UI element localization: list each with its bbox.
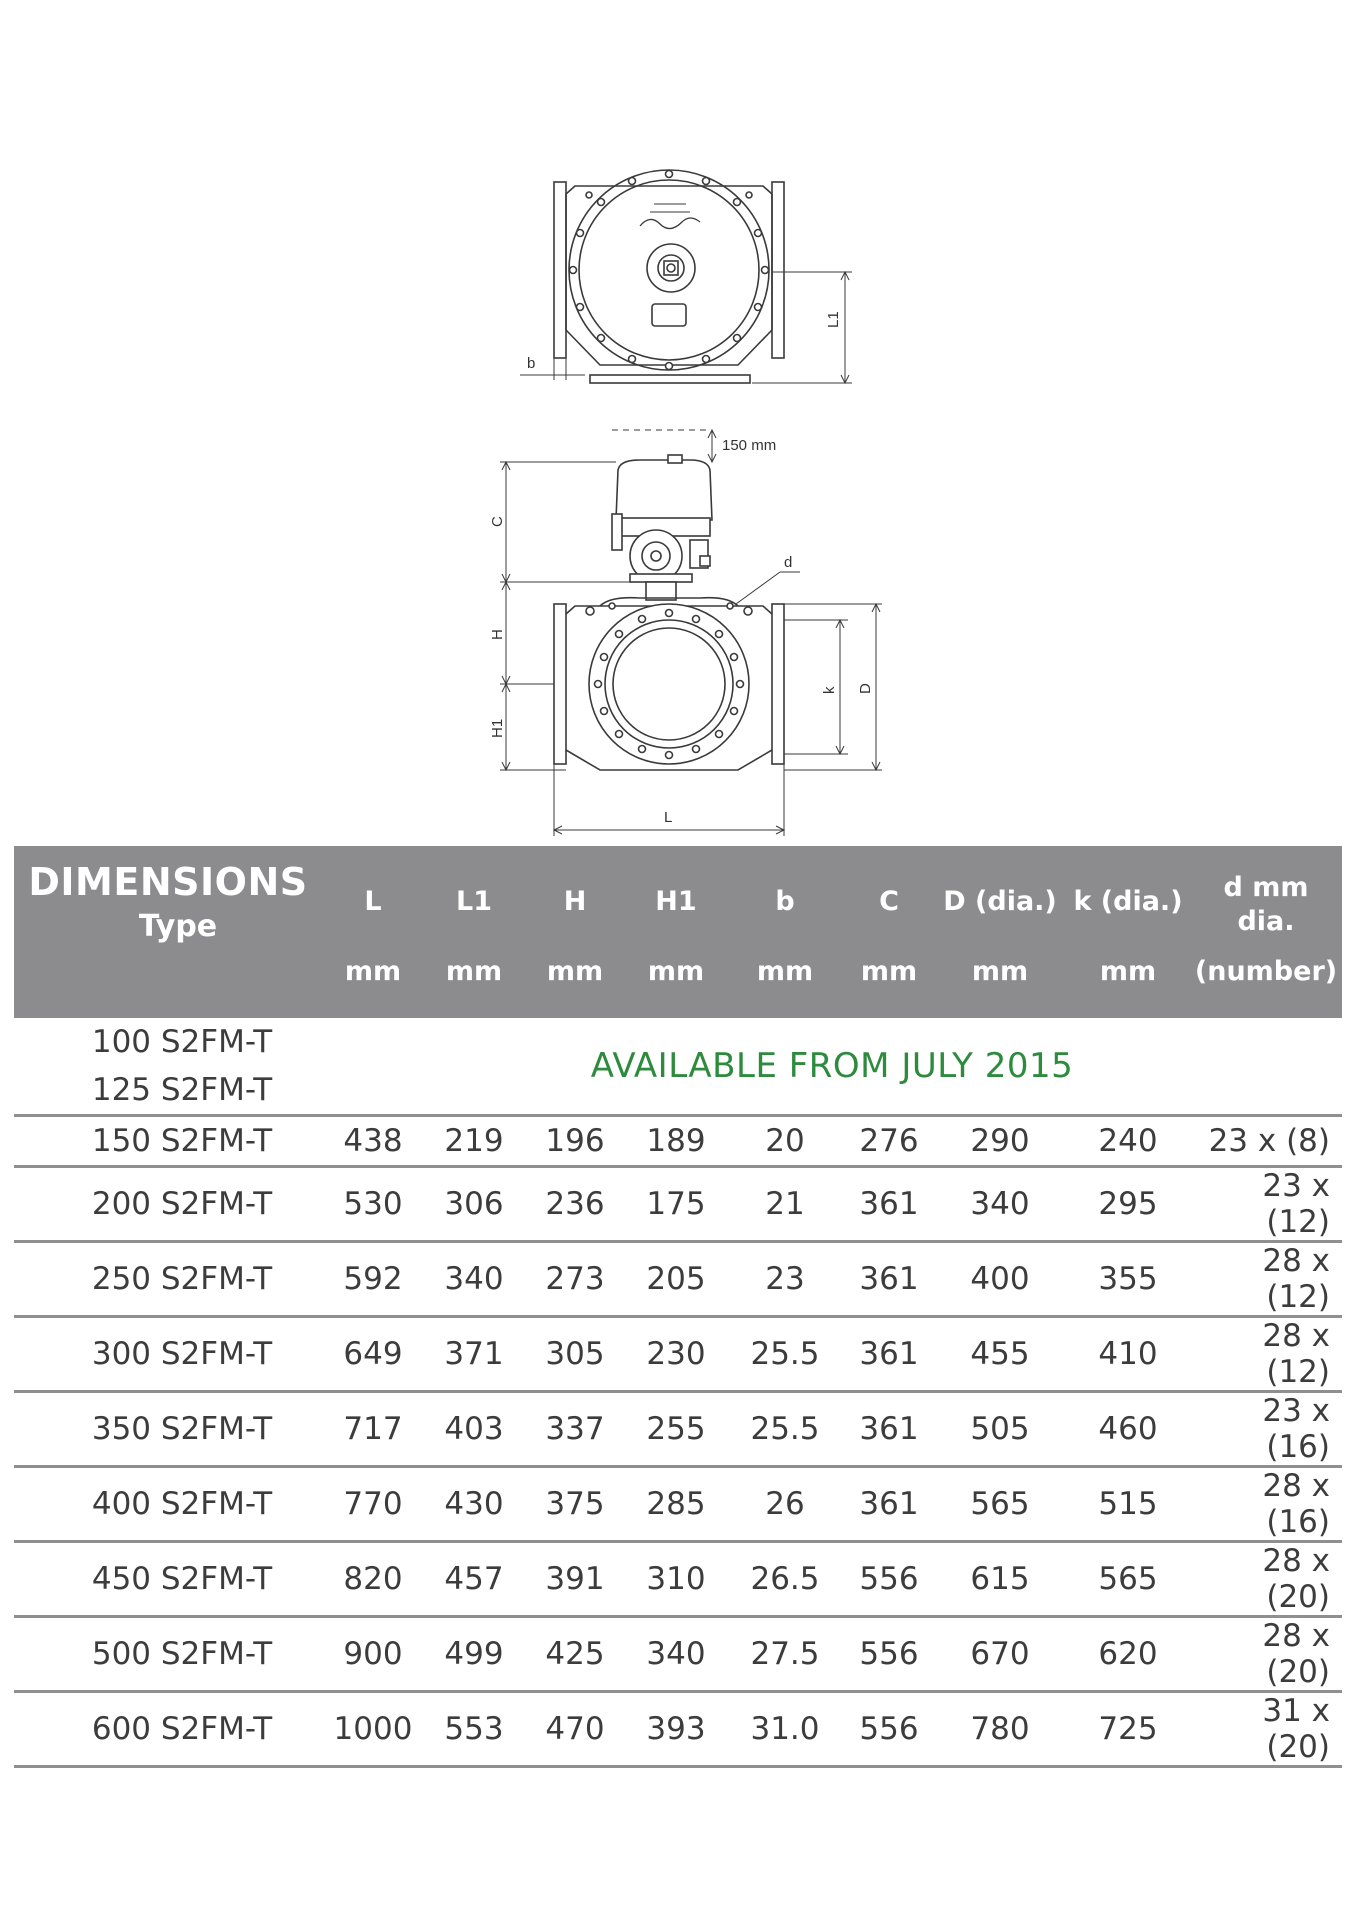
table-header-row bbox=[14, 846, 1342, 956]
cell-l1: 430 bbox=[424, 1467, 524, 1542]
cell-b: 26 bbox=[726, 1467, 844, 1542]
unit-d: (number) bbox=[1190, 956, 1342, 1018]
cell-c: 556 bbox=[844, 1692, 934, 1767]
column-header-H: H bbox=[524, 846, 626, 956]
cell-l: 900 bbox=[322, 1617, 424, 1692]
cell-d: 340 bbox=[934, 1167, 1066, 1242]
table-row bbox=[14, 1167, 1342, 1242]
cell-l: 592 bbox=[322, 1242, 424, 1317]
dimension-label-C: C bbox=[489, 516, 506, 527]
cell-l: 1000 bbox=[322, 1692, 424, 1767]
availability-note: AVAILABLE FROM JULY 2015 bbox=[322, 1018, 1342, 1116]
cell-l: 717 bbox=[322, 1392, 424, 1467]
table-row-pending bbox=[14, 1018, 1342, 1116]
cell-d: 23 x (16) bbox=[1190, 1392, 1342, 1467]
cell-d: 615 bbox=[934, 1542, 1066, 1617]
unit-H: mm bbox=[524, 956, 626, 1018]
dimension-label-L: L bbox=[664, 809, 673, 826]
cell-c: 556 bbox=[844, 1542, 934, 1617]
dimension-label-H: H bbox=[489, 629, 506, 640]
cell-d: 28 x (20) bbox=[1190, 1617, 1342, 1692]
unit-b: mm bbox=[726, 956, 844, 1018]
cell-h1: 205 bbox=[626, 1242, 726, 1317]
cell-b: 20 bbox=[726, 1116, 844, 1167]
type-cell: 150 S2FM-T bbox=[14, 1116, 322, 1167]
cell-h: 273 bbox=[524, 1242, 626, 1317]
type-cell: 250 S2FM-T bbox=[14, 1242, 322, 1317]
pending-type: 125 S2FM-T bbox=[91, 1072, 273, 1108]
unit-C: mm bbox=[844, 956, 934, 1018]
cell-c: 361 bbox=[844, 1467, 934, 1542]
column-header-H1: H1 bbox=[626, 846, 726, 956]
cell-h1: 285 bbox=[626, 1467, 726, 1542]
type-cell: 600 S2FM-T bbox=[14, 1692, 322, 1767]
column-header-D: D (dia.) bbox=[934, 846, 1066, 956]
dimension-label-L1: L1 bbox=[825, 311, 842, 328]
cell-d: 505 bbox=[934, 1392, 1066, 1467]
cell-b: 23 bbox=[726, 1242, 844, 1317]
cell-d: 28 x (12) bbox=[1190, 1242, 1342, 1317]
table-row bbox=[14, 1116, 1342, 1167]
cell-k: 620 bbox=[1066, 1617, 1190, 1692]
cell-l1: 306 bbox=[424, 1167, 524, 1242]
table-row bbox=[14, 1467, 1342, 1542]
cell-l: 438 bbox=[322, 1116, 424, 1167]
dimension-label-D: D bbox=[857, 683, 874, 694]
dimension-label-b: b bbox=[527, 355, 536, 372]
pending-types-cell bbox=[14, 1018, 322, 1116]
cell-d: 23 x (8) bbox=[1190, 1116, 1342, 1167]
cell-h: 470 bbox=[524, 1692, 626, 1767]
type-cell: 200 S2FM-T bbox=[14, 1167, 322, 1242]
cell-k: 565 bbox=[1066, 1542, 1190, 1617]
cell-h: 391 bbox=[524, 1542, 626, 1617]
valve-technical-drawing bbox=[0, 0, 1357, 840]
cell-h1: 189 bbox=[626, 1116, 726, 1167]
dimension-label-k: k bbox=[821, 686, 838, 694]
cell-c: 361 bbox=[844, 1392, 934, 1467]
cell-h: 337 bbox=[524, 1392, 626, 1467]
cell-k: 295 bbox=[1066, 1167, 1190, 1242]
table-row bbox=[14, 1692, 1342, 1767]
column-header-d bbox=[1190, 846, 1342, 956]
column-header-k: k (dia.) bbox=[1066, 846, 1190, 956]
column-header-C: C bbox=[844, 846, 934, 956]
cell-b: 26.5 bbox=[726, 1542, 844, 1617]
cell-b: 25.5 bbox=[726, 1392, 844, 1467]
type-cell: 450 S2FM-T bbox=[14, 1542, 322, 1617]
cell-h1: 230 bbox=[626, 1317, 726, 1392]
cell-k: 460 bbox=[1066, 1392, 1190, 1467]
cell-h1: 175 bbox=[626, 1167, 726, 1242]
cell-k: 410 bbox=[1066, 1317, 1190, 1392]
table-title: DIMENSIONS bbox=[28, 860, 308, 904]
cell-k: 725 bbox=[1066, 1692, 1190, 1767]
valve-top-view bbox=[520, 170, 852, 383]
cell-d: 28 x (12) bbox=[1190, 1317, 1342, 1392]
table-row bbox=[14, 1317, 1342, 1392]
cell-h1: 255 bbox=[626, 1392, 726, 1467]
cell-c: 361 bbox=[844, 1317, 934, 1392]
table-row bbox=[14, 1542, 1342, 1617]
unit-L1: mm bbox=[424, 956, 524, 1018]
cell-l1: 553 bbox=[424, 1692, 524, 1767]
cell-l1: 403 bbox=[424, 1392, 524, 1467]
unit-L: mm bbox=[322, 956, 424, 1018]
cell-c: 556 bbox=[844, 1617, 934, 1692]
cell-l1: 371 bbox=[424, 1317, 524, 1392]
cell-l1: 457 bbox=[424, 1542, 524, 1617]
pending-type: 100 S2FM-T bbox=[91, 1024, 273, 1060]
dimension-label-clearance: 150 mm bbox=[722, 437, 777, 454]
cell-h: 305 bbox=[524, 1317, 626, 1392]
cell-h: 236 bbox=[524, 1167, 626, 1242]
cell-d: 565 bbox=[934, 1467, 1066, 1542]
cell-h: 425 bbox=[524, 1617, 626, 1692]
table-row bbox=[14, 1242, 1342, 1317]
unit-k: mm bbox=[1066, 956, 1190, 1018]
cell-h: 196 bbox=[524, 1116, 626, 1167]
cell-d: 23 x (12) bbox=[1190, 1167, 1342, 1242]
cell-b: 27.5 bbox=[726, 1617, 844, 1692]
type-column-label: Type bbox=[138, 909, 218, 945]
dimensions-table bbox=[14, 846, 1342, 1768]
cell-k: 240 bbox=[1066, 1116, 1190, 1167]
valve-side-view bbox=[500, 430, 882, 836]
cell-d: 670 bbox=[934, 1617, 1066, 1692]
cell-l: 530 bbox=[322, 1167, 424, 1242]
type-cell: 350 S2FM-T bbox=[14, 1392, 322, 1467]
cell-d: 455 bbox=[934, 1317, 1066, 1392]
cell-d: 28 x (20) bbox=[1190, 1542, 1342, 1617]
cell-d: 400 bbox=[934, 1242, 1066, 1317]
cell-d: 290 bbox=[934, 1116, 1066, 1167]
cell-l: 820 bbox=[322, 1542, 424, 1617]
cell-l1: 219 bbox=[424, 1116, 524, 1167]
column-header-L: L bbox=[322, 846, 424, 956]
cell-c: 361 bbox=[844, 1167, 934, 1242]
dimension-label-d: d bbox=[784, 554, 793, 571]
cell-h1: 393 bbox=[626, 1692, 726, 1767]
cell-d: 31 x (20) bbox=[1190, 1692, 1342, 1767]
cell-k: 515 bbox=[1066, 1467, 1190, 1542]
cell-c: 276 bbox=[844, 1116, 934, 1167]
cell-b: 31.0 bbox=[726, 1692, 844, 1767]
cell-h1: 340 bbox=[626, 1617, 726, 1692]
table-header-type bbox=[14, 846, 322, 1018]
cell-d: 780 bbox=[934, 1692, 1066, 1767]
cell-h1: 310 bbox=[626, 1542, 726, 1617]
column-header-b: b bbox=[726, 846, 844, 956]
unit-H1: mm bbox=[626, 956, 726, 1018]
table-row bbox=[14, 1392, 1342, 1467]
cell-b: 21 bbox=[726, 1167, 844, 1242]
cell-b: 25.5 bbox=[726, 1317, 844, 1392]
table-row bbox=[14, 1617, 1342, 1692]
cell-l1: 499 bbox=[424, 1617, 524, 1692]
cell-h: 375 bbox=[524, 1467, 626, 1542]
dimension-label-H1: H1 bbox=[489, 718, 506, 738]
cell-c: 361 bbox=[844, 1242, 934, 1317]
column-header-d-label: d mm dia. bbox=[1223, 872, 1309, 937]
cell-l: 649 bbox=[322, 1317, 424, 1392]
type-cell: 500 S2FM-T bbox=[14, 1617, 322, 1692]
cell-k: 355 bbox=[1066, 1242, 1190, 1317]
type-cell: 400 S2FM-T bbox=[14, 1467, 322, 1542]
column-header-L1: L1 bbox=[424, 846, 524, 956]
type-cell: 300 S2FM-T bbox=[14, 1317, 322, 1392]
cell-d: 28 x (16) bbox=[1190, 1467, 1342, 1542]
cell-l1: 340 bbox=[424, 1242, 524, 1317]
unit-D: mm bbox=[934, 956, 1066, 1018]
cell-l: 770 bbox=[322, 1467, 424, 1542]
